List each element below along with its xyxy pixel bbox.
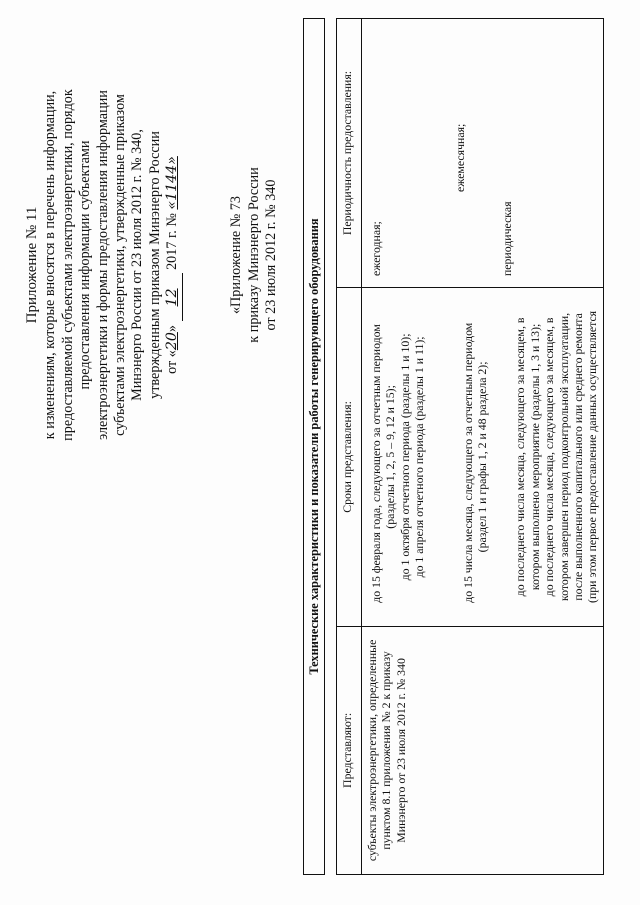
order-date-line (164, 45, 182, 485)
terms-annual (369, 293, 427, 621)
order-number-handwritten: «1144» (164, 156, 181, 210)
term-line: до последнего числа месяца, следующего за месяцем, в (542, 317, 557, 597)
period-periodic: периодическая (499, 201, 514, 277)
date-month-handwritten: 12 (164, 288, 181, 307)
term-line: котором завершен период подконтрольной эксплуатации, (556, 312, 571, 601)
appendix-11-header (24, 45, 183, 485)
period-annual: ежегодная; (369, 221, 383, 277)
term-line: до 1 апреля отчетного периода (разделы 1 и 11); (412, 336, 427, 578)
appendix-73-line: к приказу Минэнерго России (245, 167, 262, 343)
term-line: до 15 февраля года, следующего за отчетным периодом (369, 324, 383, 603)
term-line: (раздел 1 и графы 1, 2 и 48 раздела 2); (475, 361, 490, 553)
appendix-73-header (228, 135, 281, 375)
term-line: до последнего числа месяца, следующего за месяцем, в (513, 317, 528, 597)
date-mid: » (164, 325, 181, 333)
reporting-table (336, 18, 604, 875)
term-line: (при этом первое предоставление данных осуществляется (585, 310, 600, 603)
term-line: до 15 числа месяца, следующего за отчетным периодом (460, 322, 475, 603)
header-line: предоставления информации субъектами (77, 140, 94, 390)
cell-periodicity (362, 19, 604, 288)
header-line: электроэнергетики и формы предоставления информации (94, 90, 111, 440)
date-month-field (164, 273, 182, 321)
cell-terms (362, 288, 604, 627)
appendix-73-line: от 23 июля 2012 г. № 340 (263, 179, 279, 331)
date-prefix: от « (164, 350, 181, 374)
header-terms: Сроки представления: (337, 288, 362, 627)
header-who: Представляют: (337, 626, 362, 874)
appendix-11-title: Приложение № 11 (24, 206, 40, 324)
table-title: Технические характеристики и показатели работы генерирующего оборудования (303, 18, 325, 875)
table-header-row (337, 19, 362, 875)
header-periodicity: Периодичность предоставления: (337, 19, 362, 288)
term-line: до 1 октября отчетного периода (разделы 1 и 10); (397, 333, 412, 581)
cell-who: субъекты электроэнергетики, определенные пунктом 8.1 приложения № 2 к приказу Минэнерго от 23 июля 2012 г. № 340 (362, 626, 604, 874)
term-line: котором выполнено мероприятие (разделы 1, 3 и 13); (527, 323, 542, 591)
header-line: утвержденным приказом Минэнерго России (146, 131, 163, 399)
term-line: после выполненного капитального или среднего ремонта (571, 313, 586, 601)
period-monthly: ежемесячная; (453, 123, 468, 193)
header-line: субъектами электроэнергетики, утвержденные приказом (112, 94, 129, 436)
header-line: предоставляемой субъектами электроэнергетики, порядок (59, 89, 76, 441)
date-year: 2017 г. № (164, 213, 181, 270)
terms-monthly (461, 293, 490, 621)
appendix-73-title: «Приложение № 73 (228, 195, 244, 315)
table-row (362, 19, 604, 875)
header-line: Минэнерго России от 23 июля 2012 г. № 340, (129, 129, 146, 401)
term-line: (разделы 1, 2, 5 – 9, 12 и 15); (383, 385, 398, 529)
terms-periodic (513, 293, 599, 621)
header-line: к изменениям, которые вносятся в перечень информации, (42, 90, 59, 440)
date-day-handwritten: 20 (164, 332, 181, 351)
